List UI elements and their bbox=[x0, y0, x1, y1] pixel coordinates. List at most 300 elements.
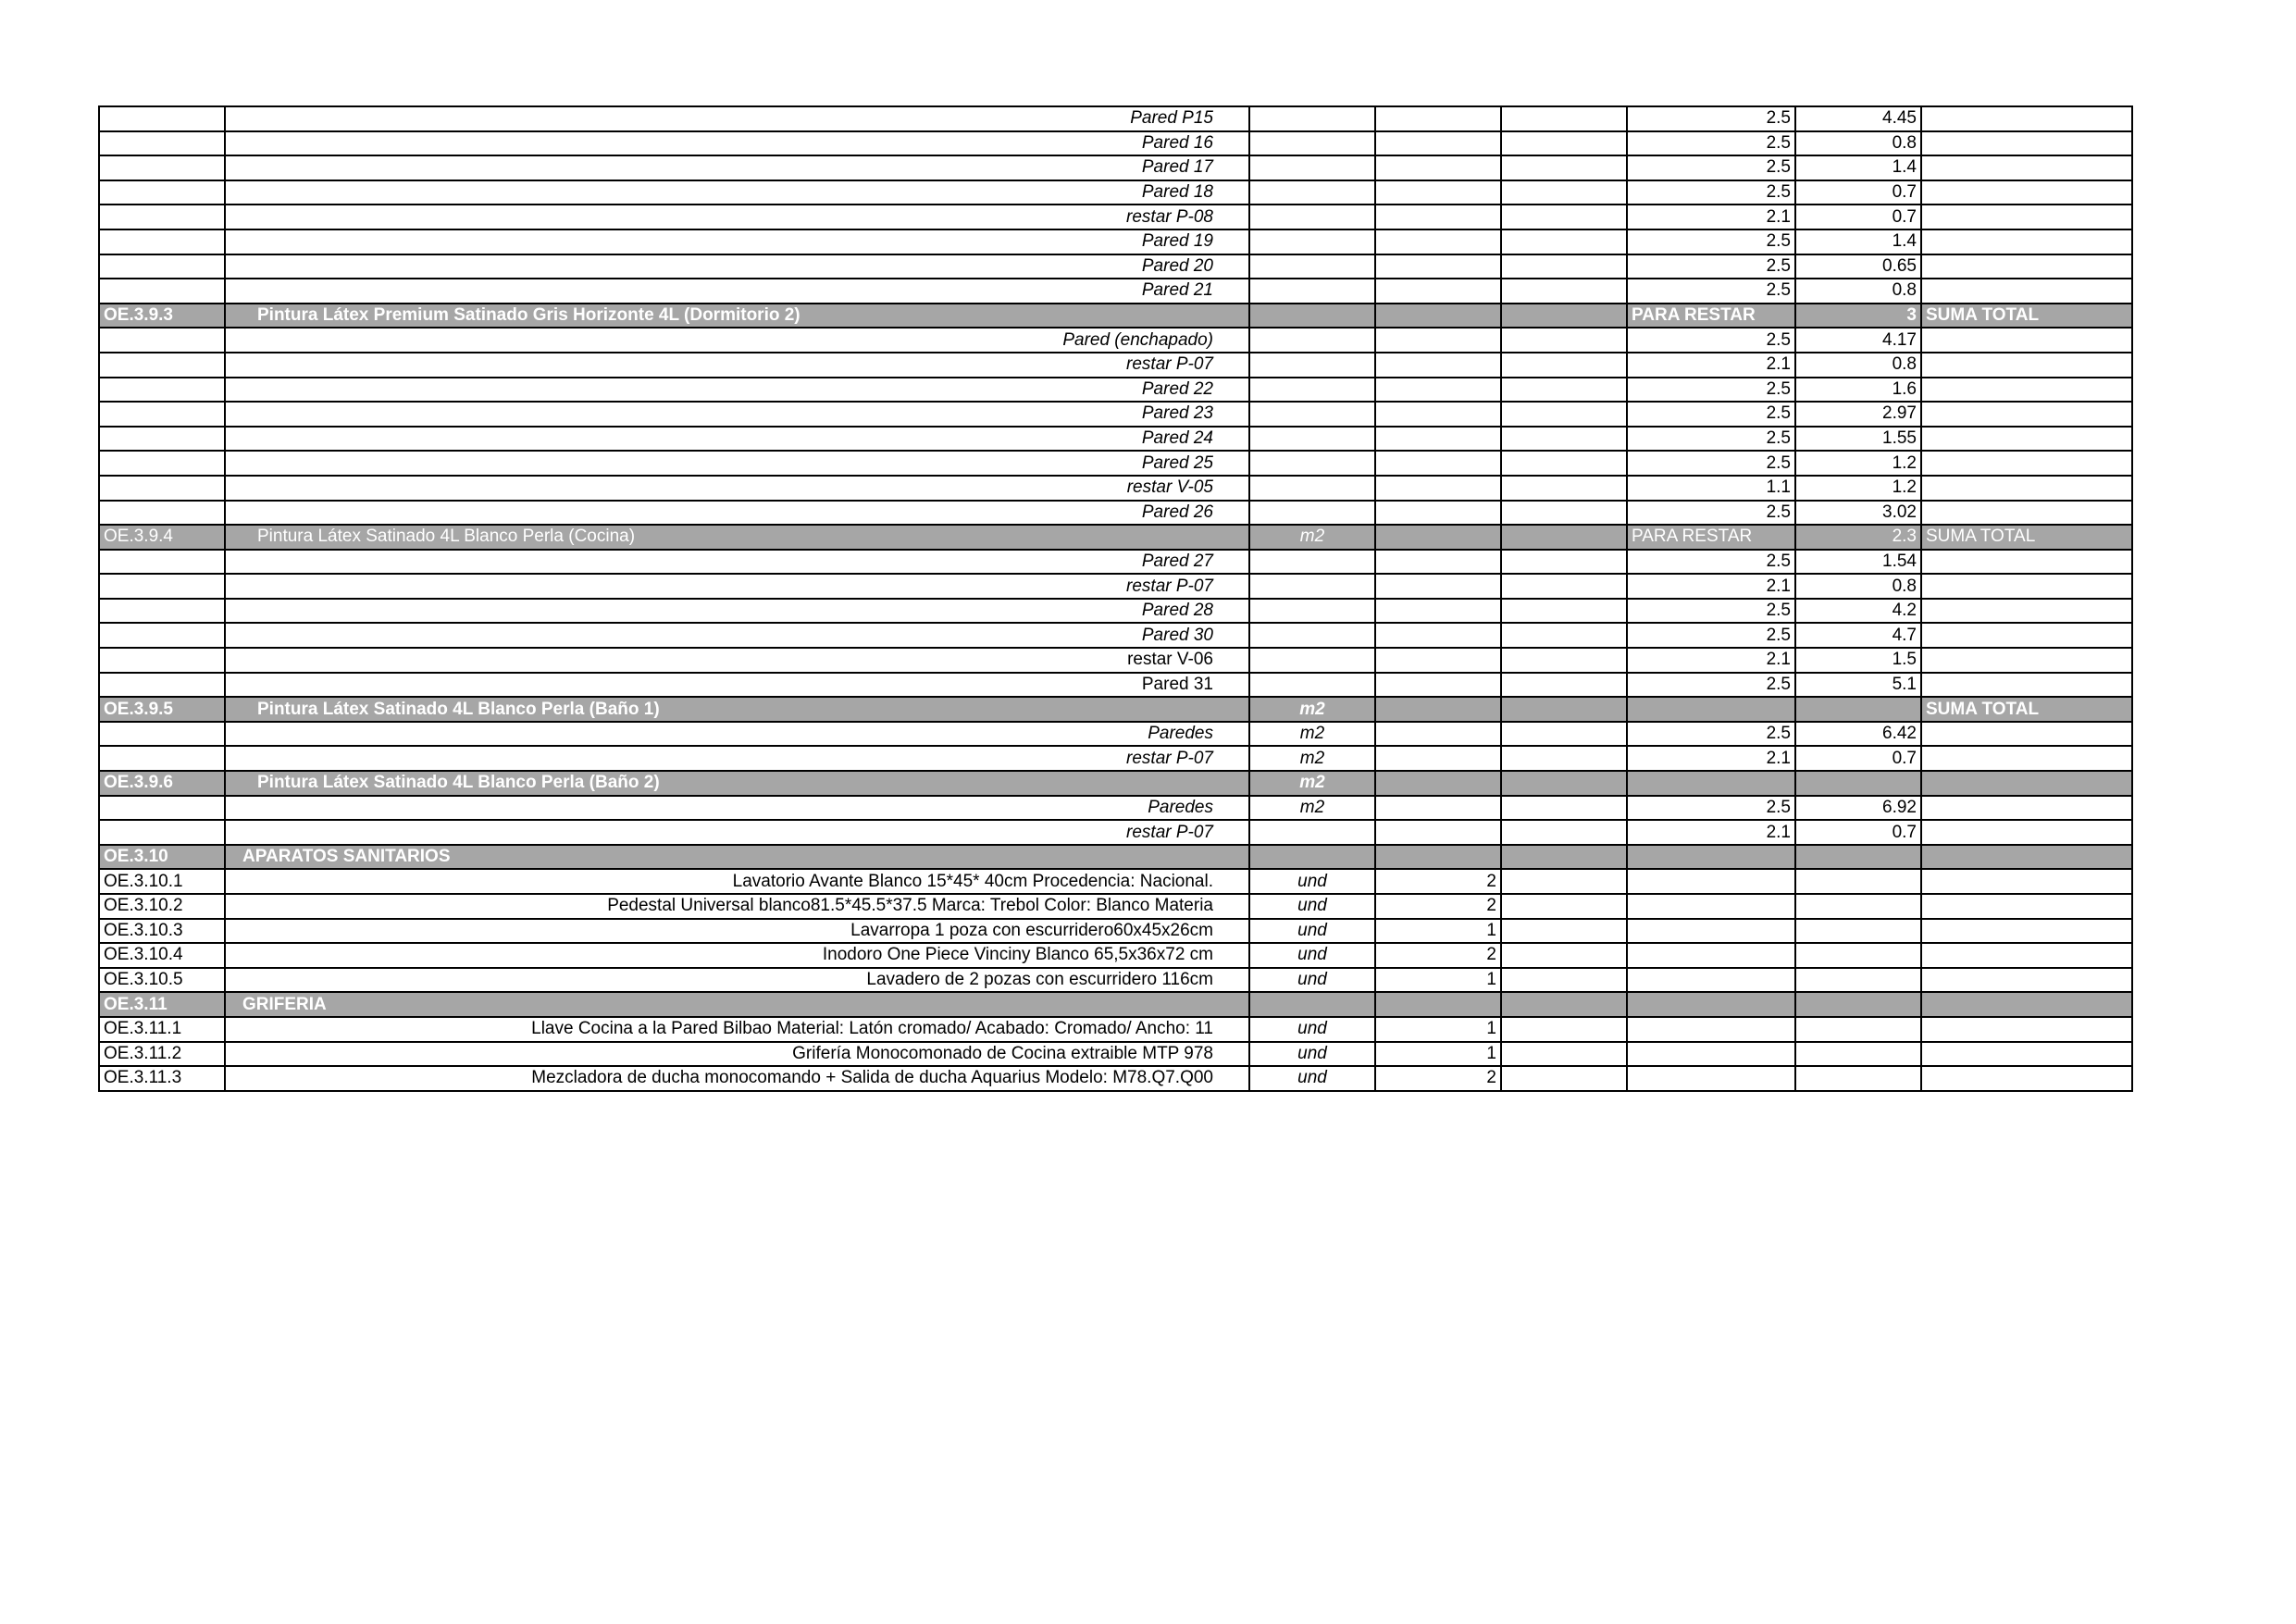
empty-cell bbox=[1501, 919, 1627, 944]
table-row bbox=[99, 476, 2132, 501]
item-code bbox=[99, 328, 225, 353]
item-code bbox=[99, 746, 225, 771]
length-value: 1.54 bbox=[1795, 550, 1921, 575]
section-unit bbox=[1249, 845, 1375, 870]
item-description: Pared 27 bbox=[225, 550, 1249, 575]
total-cell bbox=[1921, 1042, 2132, 1067]
section-header-row bbox=[99, 304, 2132, 329]
height-value: 2.5 bbox=[1627, 106, 1795, 131]
total-cell bbox=[1921, 746, 2132, 771]
item-quantity: 1 bbox=[1375, 968, 1501, 993]
table-row bbox=[99, 353, 2132, 378]
item-quantity bbox=[1375, 501, 1501, 526]
item-unit bbox=[1249, 599, 1375, 624]
item-unit bbox=[1249, 205, 1375, 229]
height-value: 2.5 bbox=[1627, 427, 1795, 452]
length-value: 1.4 bbox=[1795, 229, 1921, 254]
item-code bbox=[99, 279, 225, 304]
item-description: Pared 20 bbox=[225, 254, 1249, 279]
para-restar-label: PARA RESTAR bbox=[1627, 525, 1795, 550]
length-value: 0.8 bbox=[1795, 353, 1921, 378]
para-restar-value bbox=[1795, 771, 1921, 796]
length-value: 0.8 bbox=[1795, 279, 1921, 304]
height-value bbox=[1627, 894, 1795, 919]
table-row bbox=[99, 623, 2132, 648]
suma-total-label: SUMA TOTAL bbox=[1921, 525, 2132, 550]
item-unit: und bbox=[1249, 1066, 1375, 1091]
length-value bbox=[1795, 943, 1921, 968]
height-value: 2.5 bbox=[1627, 451, 1795, 476]
table-row bbox=[99, 427, 2132, 452]
item-code bbox=[99, 131, 225, 156]
length-value: 6.42 bbox=[1795, 722, 1921, 747]
section-header-row bbox=[99, 992, 2132, 1017]
height-value: 2.5 bbox=[1627, 722, 1795, 747]
height-value: 2.5 bbox=[1627, 279, 1795, 304]
item-quantity bbox=[1375, 623, 1501, 648]
item-quantity bbox=[1375, 402, 1501, 427]
item-quantity bbox=[1375, 155, 1501, 180]
item-code: OE.3.11.2 bbox=[99, 1042, 225, 1067]
item-quantity bbox=[1375, 451, 1501, 476]
item-code: OE.3.10.5 bbox=[99, 968, 225, 993]
height-value: 2.5 bbox=[1627, 501, 1795, 526]
section-code: OE.3.11 bbox=[99, 992, 225, 1017]
section-title: Pintura Látex Satinado 4L Blanco Perla (Baño 2) bbox=[225, 771, 1249, 796]
empty-cell bbox=[1501, 254, 1627, 279]
total-cell bbox=[1921, 501, 2132, 526]
section-unit bbox=[1249, 304, 1375, 329]
item-unit bbox=[1249, 550, 1375, 575]
height-value: 2.5 bbox=[1627, 254, 1795, 279]
length-value: 1.6 bbox=[1795, 378, 1921, 403]
item-unit bbox=[1249, 328, 1375, 353]
item-quantity bbox=[1375, 378, 1501, 403]
item-description: Pared 25 bbox=[225, 451, 1249, 476]
section-title: Pintura Látex Satinado 4L Blanco Perla (Cocina) bbox=[225, 525, 1249, 550]
height-value: 2.5 bbox=[1627, 180, 1795, 205]
section-empty-cell bbox=[1501, 845, 1627, 870]
height-value: 1.1 bbox=[1627, 476, 1795, 501]
item-code: OE.3.10.2 bbox=[99, 894, 225, 919]
table-row bbox=[99, 378, 2132, 403]
total-cell bbox=[1921, 106, 2132, 131]
empty-cell bbox=[1501, 673, 1627, 698]
table-row bbox=[99, 894, 2132, 919]
budget-table bbox=[98, 105, 2133, 1092]
item-description: Pared P15 bbox=[225, 106, 1249, 131]
table-row bbox=[99, 328, 2132, 353]
item-quantity bbox=[1375, 722, 1501, 747]
total-cell bbox=[1921, 1066, 2132, 1091]
item-description: Pared 26 bbox=[225, 501, 1249, 526]
height-value bbox=[1627, 869, 1795, 894]
item-unit bbox=[1249, 229, 1375, 254]
length-value: 4.2 bbox=[1795, 599, 1921, 624]
item-quantity bbox=[1375, 205, 1501, 229]
item-unit: m2 bbox=[1249, 722, 1375, 747]
item-quantity: 2 bbox=[1375, 894, 1501, 919]
item-code: OE.3.11.1 bbox=[99, 1017, 225, 1042]
length-value: 0.8 bbox=[1795, 574, 1921, 599]
table-row bbox=[99, 155, 2132, 180]
table-row bbox=[99, 550, 2132, 575]
item-quantity: 1 bbox=[1375, 1042, 1501, 1067]
total-cell bbox=[1921, 869, 2132, 894]
item-description: restar P-07 bbox=[225, 746, 1249, 771]
section-qty-cell bbox=[1375, 697, 1501, 722]
item-unit bbox=[1249, 574, 1375, 599]
item-description: restar V-05 bbox=[225, 476, 1249, 501]
empty-cell bbox=[1501, 205, 1627, 229]
item-quantity bbox=[1375, 550, 1501, 575]
item-description: Paredes bbox=[225, 722, 1249, 747]
length-value bbox=[1795, 869, 1921, 894]
item-unit bbox=[1249, 501, 1375, 526]
total-cell bbox=[1921, 1017, 2132, 1042]
length-value: 1.2 bbox=[1795, 476, 1921, 501]
item-code: OE.3.10.4 bbox=[99, 943, 225, 968]
empty-cell bbox=[1501, 599, 1627, 624]
item-code: OE.3.10.1 bbox=[99, 869, 225, 894]
total-cell bbox=[1921, 943, 2132, 968]
item-description: Grifería Monocomonado de Cocina extraible MTP 978 bbox=[225, 1042, 1249, 1067]
height-value: 2.5 bbox=[1627, 378, 1795, 403]
item-code bbox=[99, 648, 225, 673]
item-unit bbox=[1249, 279, 1375, 304]
table-row bbox=[99, 673, 2132, 698]
length-value: 0.7 bbox=[1795, 205, 1921, 229]
total-cell bbox=[1921, 378, 2132, 403]
item-code bbox=[99, 796, 225, 821]
table-row bbox=[99, 131, 2132, 156]
item-quantity bbox=[1375, 180, 1501, 205]
height-value: 2.5 bbox=[1627, 550, 1795, 575]
section-qty-cell bbox=[1375, 525, 1501, 550]
item-code bbox=[99, 574, 225, 599]
item-unit bbox=[1249, 155, 1375, 180]
item-description: Pared 17 bbox=[225, 155, 1249, 180]
section-code: OE.3.9.4 bbox=[99, 525, 225, 550]
item-code bbox=[99, 106, 225, 131]
item-unit: und bbox=[1249, 869, 1375, 894]
item-unit bbox=[1249, 476, 1375, 501]
item-description: restar P-07 bbox=[225, 353, 1249, 378]
total-cell bbox=[1921, 427, 2132, 452]
height-value: 2.5 bbox=[1627, 673, 1795, 698]
length-value: 5.1 bbox=[1795, 673, 1921, 698]
empty-cell bbox=[1501, 229, 1627, 254]
item-unit bbox=[1249, 648, 1375, 673]
length-value: 4.45 bbox=[1795, 106, 1921, 131]
budget-table-body bbox=[99, 106, 2132, 1091]
height-value bbox=[1627, 968, 1795, 993]
item-quantity bbox=[1375, 599, 1501, 624]
item-quantity bbox=[1375, 796, 1501, 821]
item-code bbox=[99, 402, 225, 427]
height-value bbox=[1627, 1017, 1795, 1042]
item-description: restar P-08 bbox=[225, 205, 1249, 229]
length-value: 0.7 bbox=[1795, 820, 1921, 845]
item-quantity bbox=[1375, 476, 1501, 501]
height-value bbox=[1627, 919, 1795, 944]
height-value: 2.5 bbox=[1627, 155, 1795, 180]
total-cell bbox=[1921, 254, 2132, 279]
height-value: 2.1 bbox=[1627, 820, 1795, 845]
empty-cell bbox=[1501, 1042, 1627, 1067]
length-value: 3.02 bbox=[1795, 501, 1921, 526]
empty-cell bbox=[1501, 180, 1627, 205]
item-quantity bbox=[1375, 279, 1501, 304]
total-cell bbox=[1921, 180, 2132, 205]
length-value: 0.7 bbox=[1795, 746, 1921, 771]
para-restar-label: PARA RESTAR bbox=[1627, 304, 1795, 329]
length-value: 0.65 bbox=[1795, 254, 1921, 279]
total-cell bbox=[1921, 623, 2132, 648]
table-row bbox=[99, 180, 2132, 205]
table-row bbox=[99, 1042, 2132, 1067]
item-code bbox=[99, 722, 225, 747]
total-cell bbox=[1921, 451, 2132, 476]
item-unit: und bbox=[1249, 943, 1375, 968]
table-row bbox=[99, 205, 2132, 229]
item-quantity bbox=[1375, 673, 1501, 698]
height-value: 2.1 bbox=[1627, 648, 1795, 673]
total-cell bbox=[1921, 131, 2132, 156]
item-quantity bbox=[1375, 229, 1501, 254]
item-description: Pared 30 bbox=[225, 623, 1249, 648]
total-cell bbox=[1921, 476, 2132, 501]
item-code bbox=[99, 451, 225, 476]
length-value: 0.8 bbox=[1795, 131, 1921, 156]
para-restar-value bbox=[1795, 992, 1921, 1017]
total-cell bbox=[1921, 574, 2132, 599]
item-quantity: 2 bbox=[1375, 1066, 1501, 1091]
section-header-row bbox=[99, 525, 2132, 550]
total-cell bbox=[1921, 894, 2132, 919]
length-value: 1.4 bbox=[1795, 155, 1921, 180]
length-value: 1.55 bbox=[1795, 427, 1921, 452]
item-description: Pared (enchapado) bbox=[225, 328, 1249, 353]
length-value: 4.7 bbox=[1795, 623, 1921, 648]
length-value bbox=[1795, 1017, 1921, 1042]
table-row bbox=[99, 229, 2132, 254]
para-restar-label bbox=[1627, 771, 1795, 796]
length-value: 2.97 bbox=[1795, 402, 1921, 427]
item-unit: m2 bbox=[1249, 796, 1375, 821]
section-empty-cell bbox=[1501, 992, 1627, 1017]
height-value: 2.5 bbox=[1627, 599, 1795, 624]
table-row bbox=[99, 796, 2132, 821]
height-value: 2.5 bbox=[1627, 402, 1795, 427]
total-cell bbox=[1921, 673, 2132, 698]
item-description: Pared 22 bbox=[225, 378, 1249, 403]
height-value: 2.1 bbox=[1627, 746, 1795, 771]
length-value: 1.2 bbox=[1795, 451, 1921, 476]
item-quantity bbox=[1375, 820, 1501, 845]
empty-cell bbox=[1501, 722, 1627, 747]
section-empty-cell bbox=[1501, 525, 1627, 550]
table-row bbox=[99, 869, 2132, 894]
length-value: 6.92 bbox=[1795, 796, 1921, 821]
empty-cell bbox=[1501, 968, 1627, 993]
item-code bbox=[99, 353, 225, 378]
item-code bbox=[99, 550, 225, 575]
section-unit: m2 bbox=[1249, 697, 1375, 722]
length-value bbox=[1795, 1042, 1921, 1067]
empty-cell bbox=[1501, 328, 1627, 353]
item-description: Inodoro One Piece Vinciny Blanco 65,5x36x72 cm bbox=[225, 943, 1249, 968]
empty-cell bbox=[1501, 820, 1627, 845]
item-description: Pedestal Universal blanco81.5*45.5*37.5 Marca: Trebol Color: Blanco Materia bbox=[225, 894, 1249, 919]
table-row bbox=[99, 254, 2132, 279]
item-code bbox=[99, 205, 225, 229]
item-quantity bbox=[1375, 106, 1501, 131]
item-code bbox=[99, 155, 225, 180]
empty-cell bbox=[1501, 1017, 1627, 1042]
item-description: Pared 23 bbox=[225, 402, 1249, 427]
length-value: 1.5 bbox=[1795, 648, 1921, 673]
item-description: Lavarropa 1 poza con escurridero60x45x26cm bbox=[225, 919, 1249, 944]
item-code bbox=[99, 427, 225, 452]
height-value bbox=[1627, 1066, 1795, 1091]
empty-cell bbox=[1501, 378, 1627, 403]
total-cell bbox=[1921, 722, 2132, 747]
para-restar-label bbox=[1627, 697, 1795, 722]
item-unit bbox=[1249, 254, 1375, 279]
length-value: 0.7 bbox=[1795, 180, 1921, 205]
item-code bbox=[99, 378, 225, 403]
height-value: 2.1 bbox=[1627, 353, 1795, 378]
empty-cell bbox=[1501, 106, 1627, 131]
section-code: OE.3.9.6 bbox=[99, 771, 225, 796]
section-empty-cell bbox=[1501, 771, 1627, 796]
item-code bbox=[99, 180, 225, 205]
section-qty-cell bbox=[1375, 771, 1501, 796]
empty-cell bbox=[1501, 574, 1627, 599]
empty-cell bbox=[1501, 155, 1627, 180]
suma-total-label bbox=[1921, 771, 2132, 796]
para-restar-value: 3 bbox=[1795, 304, 1921, 329]
section-title: Pintura Látex Premium Satinado Gris Horizonte 4L (Dormitorio 2) bbox=[225, 304, 1249, 329]
item-unit: m2 bbox=[1249, 746, 1375, 771]
item-quantity bbox=[1375, 254, 1501, 279]
item-description: Pared 24 bbox=[225, 427, 1249, 452]
item-quantity bbox=[1375, 353, 1501, 378]
table-row bbox=[99, 451, 2132, 476]
total-cell bbox=[1921, 820, 2132, 845]
table-row bbox=[99, 648, 2132, 673]
item-code bbox=[99, 476, 225, 501]
item-code bbox=[99, 501, 225, 526]
item-unit bbox=[1249, 623, 1375, 648]
total-cell bbox=[1921, 328, 2132, 353]
empty-cell bbox=[1501, 402, 1627, 427]
empty-cell bbox=[1501, 353, 1627, 378]
section-header-row bbox=[99, 845, 2132, 870]
length-value: 4.17 bbox=[1795, 328, 1921, 353]
section-code: OE.3.9.5 bbox=[99, 697, 225, 722]
total-cell bbox=[1921, 229, 2132, 254]
length-value bbox=[1795, 919, 1921, 944]
item-description: Pared 18 bbox=[225, 180, 1249, 205]
item-description: restar P-07 bbox=[225, 574, 1249, 599]
item-quantity: 2 bbox=[1375, 943, 1501, 968]
table-row bbox=[99, 1017, 2132, 1042]
item-unit bbox=[1249, 451, 1375, 476]
empty-cell bbox=[1501, 131, 1627, 156]
item-quantity bbox=[1375, 648, 1501, 673]
item-unit bbox=[1249, 820, 1375, 845]
item-description: Mezcladora de ducha monocomando + Salida de ducha Aquarius Modelo: M78.Q7.Q00 bbox=[225, 1066, 1249, 1091]
table-row bbox=[99, 919, 2132, 944]
item-unit bbox=[1249, 673, 1375, 698]
total-cell bbox=[1921, 205, 2132, 229]
height-value: 2.5 bbox=[1627, 623, 1795, 648]
item-unit bbox=[1249, 427, 1375, 452]
item-code bbox=[99, 673, 225, 698]
section-code: OE.3.10 bbox=[99, 845, 225, 870]
item-unit bbox=[1249, 131, 1375, 156]
item-quantity bbox=[1375, 574, 1501, 599]
item-code bbox=[99, 623, 225, 648]
total-cell bbox=[1921, 648, 2132, 673]
height-value: 2.1 bbox=[1627, 205, 1795, 229]
total-cell bbox=[1921, 968, 2132, 993]
total-cell bbox=[1921, 402, 2132, 427]
height-value: 2.5 bbox=[1627, 229, 1795, 254]
section-empty-cell bbox=[1501, 697, 1627, 722]
table-row bbox=[99, 574, 2132, 599]
item-description: Pared 19 bbox=[225, 229, 1249, 254]
item-quantity: 1 bbox=[1375, 919, 1501, 944]
empty-cell bbox=[1501, 796, 1627, 821]
table-row bbox=[99, 106, 2132, 131]
total-cell bbox=[1921, 155, 2132, 180]
table-row bbox=[99, 1066, 2132, 1091]
section-qty-cell bbox=[1375, 992, 1501, 1017]
para-restar-value bbox=[1795, 845, 1921, 870]
table-row bbox=[99, 599, 2132, 624]
height-value: 2.5 bbox=[1627, 328, 1795, 353]
empty-cell bbox=[1501, 476, 1627, 501]
item-quantity bbox=[1375, 427, 1501, 452]
section-unit: m2 bbox=[1249, 771, 1375, 796]
empty-cell bbox=[1501, 501, 1627, 526]
item-unit: und bbox=[1249, 1017, 1375, 1042]
total-cell bbox=[1921, 796, 2132, 821]
section-qty-cell bbox=[1375, 845, 1501, 870]
height-value: 2.1 bbox=[1627, 574, 1795, 599]
item-code bbox=[99, 820, 225, 845]
height-value: 2.5 bbox=[1627, 796, 1795, 821]
section-header-row bbox=[99, 697, 2132, 722]
item-quantity bbox=[1375, 328, 1501, 353]
item-quantity bbox=[1375, 746, 1501, 771]
total-cell bbox=[1921, 919, 2132, 944]
item-description: restar P-07 bbox=[225, 820, 1249, 845]
item-description: Pared 16 bbox=[225, 131, 1249, 156]
item-quantity: 2 bbox=[1375, 869, 1501, 894]
section-unit bbox=[1249, 992, 1375, 1017]
table-row bbox=[99, 279, 2132, 304]
empty-cell bbox=[1501, 869, 1627, 894]
section-header-row bbox=[99, 771, 2132, 796]
item-unit: und bbox=[1249, 919, 1375, 944]
item-unit: und bbox=[1249, 894, 1375, 919]
empty-cell bbox=[1501, 279, 1627, 304]
item-code bbox=[99, 599, 225, 624]
